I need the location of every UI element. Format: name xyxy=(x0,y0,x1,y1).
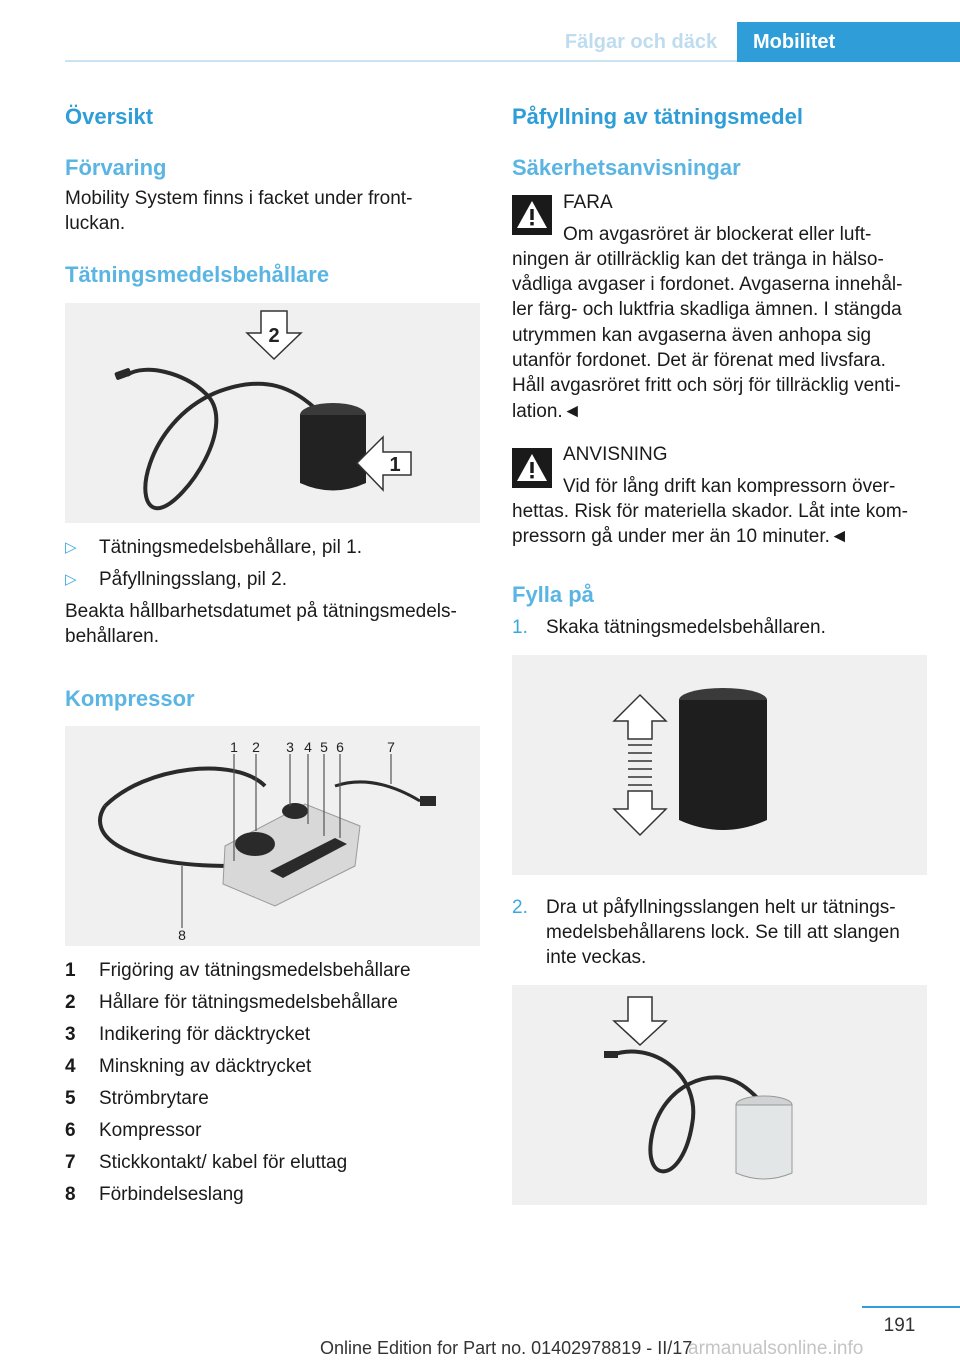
danger-line-2: ningen är otillräcklig kan det tränga in hälso‐ xyxy=(512,249,884,270)
container-holder xyxy=(235,832,275,856)
danger-line-4: ler färg- och luktfria skadliga ämnen. I stängda xyxy=(512,299,902,320)
pressure-gauge xyxy=(282,803,308,819)
danger-line-6: utanför fordonet. Det är förenat med livsfara. xyxy=(512,350,886,371)
step-number: 2. xyxy=(512,897,528,918)
callout-5: 5 xyxy=(320,739,328,755)
container-body xyxy=(736,1105,792,1179)
container-body xyxy=(300,415,366,491)
arrow-up-down-icon xyxy=(614,695,666,835)
header-chapter-tab[interactable]: Mobilitet xyxy=(737,22,960,62)
pull-hose-image xyxy=(512,985,927,1205)
fill-hose xyxy=(127,370,320,508)
callout-4: 4 xyxy=(304,739,312,755)
callout-1: 1 xyxy=(389,454,401,476)
shake-illustration xyxy=(512,655,927,875)
warning-triangle-icon xyxy=(512,195,552,235)
bullet-triangle-icon: ▷ xyxy=(65,571,77,588)
danger-line-1: Om avgasröret är blockerat eller luft‐ xyxy=(563,224,872,245)
callout-6: 6 xyxy=(336,739,344,755)
connection-hose xyxy=(105,769,265,806)
notice-line-2: hettas. Risk för materiella skador. Låt inte kom‐ xyxy=(512,501,908,522)
notice-label: ANVISNING xyxy=(563,444,668,465)
edition-text: Online Edition for Part no. 01402978819 - II/17 xyxy=(320,1338,693,1358)
arrow-down-icon xyxy=(247,311,301,359)
arrow-down-icon xyxy=(614,997,666,1045)
power-plug xyxy=(420,796,436,806)
page-number: 191 xyxy=(883,1315,916,1336)
compressor-illustration xyxy=(65,726,480,946)
filling-title: Påfyllning av tätningsmedel xyxy=(512,104,803,129)
header-section-tab[interactable]: Fälgar och däck xyxy=(564,31,718,53)
notice-line-1: Vid för lång drift kan kompressorn över‐ xyxy=(563,476,896,497)
compressor-image xyxy=(65,726,480,946)
sealant-note-line-2: behållaren. xyxy=(65,626,160,647)
shake-container-image xyxy=(512,655,927,875)
callout-8: 8 xyxy=(178,927,186,943)
step-2-line-1: Dra ut påfyllningsslangen helt ur tätnings‐ xyxy=(546,897,896,918)
fill-heading: Fylla på xyxy=(512,582,594,607)
overview-title: Översikt xyxy=(65,104,154,129)
step-1-text: Skaka tätningsmedelsbehållaren. xyxy=(546,617,826,638)
danger-line-3: vådliga avgaser i fordonet. Avgaserna innehål‐ xyxy=(512,274,903,295)
notice-line-3: pressorn gå under mer än 10 minuter.◄ xyxy=(512,526,849,547)
callout-7: 7 xyxy=(387,739,395,755)
sealant-container-image xyxy=(65,303,480,523)
connection-hose-loop xyxy=(100,806,230,866)
step-2-line-2: medelsbehållarens lock. Se till att slangen xyxy=(546,922,900,943)
sealant-note-line-1: Beakta hållbarhetsdatumet på tätningsmedels‐ xyxy=(65,601,457,622)
storage-text-line-1: Mobility System finns i facket under front‐ xyxy=(65,188,413,209)
callout-1: 1 xyxy=(230,739,238,755)
danger-label: FARA xyxy=(563,192,613,213)
sealant-container-illustration xyxy=(65,303,480,523)
step-number: 1. xyxy=(512,617,528,638)
storage-text-line-2: luckan. xyxy=(65,213,126,234)
danger-line-8: lation.◄ xyxy=(512,401,582,422)
callout-3: 3 xyxy=(286,739,294,755)
safety-heading: Säkerhetsanvisningar xyxy=(512,155,741,180)
callout-2: 2 xyxy=(268,325,280,347)
callout-2: 2 xyxy=(252,739,260,755)
danger-line-7: Håll avgasröret fritt och sörj för tillräcklig venti‐ xyxy=(512,375,901,396)
container-body xyxy=(679,700,767,830)
power-cable xyxy=(335,782,420,801)
storage-heading: Förvaring xyxy=(65,155,167,180)
hose-tip xyxy=(114,368,132,381)
pull-hose-illustration xyxy=(512,985,927,1205)
compressor-heading: Kompressor xyxy=(65,686,195,711)
sealant-heading: Tätningsmedelsbehållare xyxy=(65,262,330,287)
watermark-text[interactable]: armanualsonline.info xyxy=(688,1338,864,1359)
step-2-line-3: inte veckas. xyxy=(546,947,647,968)
footer-rule xyxy=(862,1306,960,1308)
hose-tip xyxy=(604,1051,618,1058)
bullet-triangle-icon: ▷ xyxy=(65,539,77,556)
danger-line-5: utrymmen kan avgaserna även anhopa sig xyxy=(512,325,872,346)
warning-triangle-icon xyxy=(512,448,552,488)
